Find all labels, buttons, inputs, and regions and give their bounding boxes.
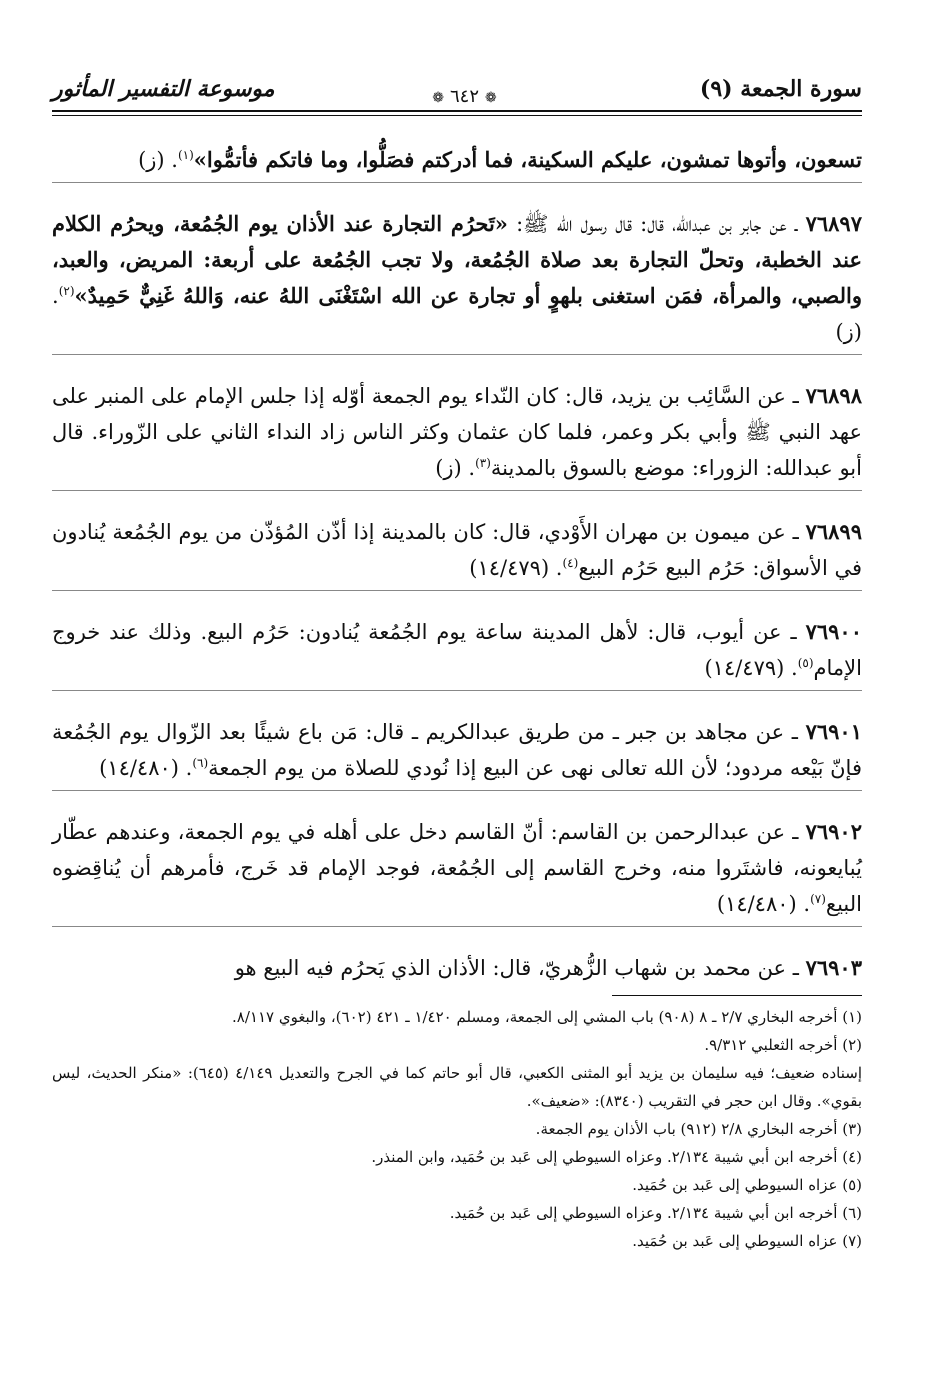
- page-number-box: [416, 86, 512, 107]
- hadith-intro: ـ عن ميمون بن مهران الأَوْدي، قال: كان بالمدينة إذا أذّن المُؤذّن من يوم الجُمُعة يُنادون في الأسواق: حَرُم البيع حَرُم البيع: [52, 520, 862, 580]
- ornament-icon: ❁: [485, 90, 497, 106]
- hadith-number: ٧٦٩٠٢: [805, 819, 862, 844]
- hadith-entry: [52, 948, 862, 990]
- hadith-source: . (١٤/٤٨٠): [99, 756, 193, 780]
- hadith-intro: ـ عن السَّائِب بن يزيد، قال: كان النّداء يوم الجمعة أوّله إذا جلس الإمام على المنبر على عهد النبي ﷺ وأبي بكر وعمر، فلما كان عثمان وكثر الناس زاد النداء الثاني على الزّوراء. قال أبو عبدالله: الزوراء: موضع بالسوق بالمدينة: [52, 384, 862, 480]
- hadith-number: ٧٦٩٠١: [805, 719, 862, 744]
- footnote-ref[interactable]: (٦): [192, 756, 209, 770]
- hadith-entry: [52, 812, 862, 927]
- hadith-intro: ـ عن محمد بن شهاب الزُّهريّ، قال: الأذان الذي يَحرُم فيه البيع هو: [234, 956, 806, 980]
- hadith-entry: [52, 712, 862, 791]
- main-text: [52, 140, 862, 992]
- hadith-source: . (ز): [52, 284, 862, 344]
- ornament-icon: ❁: [432, 90, 444, 106]
- footnote: (٥) عزاه السيوطي إلى عَبد بن حُمَيد.: [632, 1176, 862, 1194]
- hadith-entry: [52, 612, 862, 691]
- footnote-ref[interactable]: (١): [177, 148, 194, 162]
- footnote: إسناده ضعيف؛ فيه سليمان بن يزيد أبو المثنى الكعبي، قال أبو حاتم كما في الجرح والتعديل ٤/١٤٩ (٦٤٥): «منكر الحديث، ليس بقوي». وقال ابن حجر في التقريب (٨٣٤٠): «ضعيف».: [52, 1064, 863, 1110]
- footnote: (٢) أخرجه الثعلبي ٩/٣١٢.: [704, 1036, 862, 1054]
- footnote-ref[interactable]: (٥): [797, 656, 814, 670]
- hadith-source: . (ز): [138, 148, 178, 172]
- hadith-text: «تَحرُم التجارة عند الأذان يوم الجُمُعة، ويحرُم الكلام عند الخطبة، وتحلّ التجارة بعد صلاة الجُمُعة، ولا تجب الجُمُعة على أربعة: المريض، والعبد، والصبي، والمرأة، فمَن استغنى بلهوٍ أو تجارة عن الله اسْتَغْنَى اللهُ عنه، وَاللهُ غَنِيٌّ حَمِيدٌ»: [52, 211, 862, 308]
- hadith-number: ٧٦٩٠٣: [805, 955, 862, 980]
- hadith-continuation: [52, 140, 862, 183]
- header-rule: [52, 110, 862, 112]
- hadith-number: ٧٦٨٩٨: [805, 383, 862, 408]
- hadith-intro: ـ عن أيوب، قال: لأهل المدينة ساعة يوم الجُمُعة يُنادون: حَرُم البيع. وذلك عند خروج الإمام: [52, 620, 862, 680]
- surah-title: سورة الجمعة (٩): [699, 76, 862, 102]
- hadith-entry: [52, 512, 862, 591]
- hadith-number: ٧٦٨٩٧: [805, 211, 862, 236]
- header-rule-thin: [52, 115, 862, 116]
- footnote-separator: [612, 995, 862, 996]
- hadith-intro: ـ عن عبدالرحمن بن القاسم: أنّ القاسم دخل على أهله في يوم الجمعة، وعندهم عطّار يُبايعونه، فاشتَروا منه، وخرج القاسم إلى الجُمُعة، فوجد الإمام قد خَرج، فأمرهم أن يُناقِضوه البيع: [52, 820, 862, 916]
- footnote-ref[interactable]: (٣): [475, 456, 491, 470]
- page-number: ٦٤٢: [449, 86, 480, 107]
- hadith-text: تسعون، وأتوها تمشون، عليكم السكينة، فما أدركتم فصَلُّوا، وما فاتكم فأتمُّوا»: [193, 147, 862, 172]
- footnote-ref[interactable]: (٢): [58, 284, 75, 298]
- footnote: (٤) أخرجه ابن أبي شيبة ٢/١٣٤. وعزاه السيوطي إلى عَبد بن حُمَيد، وابن المنذر.: [371, 1148, 862, 1166]
- footnote: (٧) عزاه السيوطي إلى عَبد بن حُمَيد.: [632, 1232, 862, 1250]
- hadith-number: ٧٦٨٩٩: [805, 519, 862, 544]
- footnote: (٦) أخرجه ابن أبي شيبة ٢/١٣٤. وعزاه السيوطي إلى عَبد بن حُمَيد.: [449, 1204, 862, 1222]
- footnote: (٣) أخرجه البخاري ٢/٨ (٩١٢) باب الأذان يوم الجمعة.: [535, 1120, 862, 1138]
- footnote-ref[interactable]: (٧): [810, 892, 826, 906]
- hadith-number: ٧٦٩٠٠: [805, 619, 862, 644]
- hadith-source: . (١٤/٤٨٠): [716, 892, 811, 916]
- hadith-entry: [52, 204, 862, 355]
- hadith-source: . (ز): [435, 456, 476, 480]
- hadith-source: . (١٤/٤٧٩): [469, 556, 563, 580]
- footnote: (١) أخرجه البخاري ٢/٧ ـ ٨ (٩٠٨) باب المشي إلى الجمعة، ومسلم ١/٤٢٠ ـ ٤٢١ (٦٠٢)، والبغوي ٨/١١٧.: [232, 1008, 862, 1026]
- hadith-entry: [52, 376, 862, 491]
- hadith-intro: ـ عن مجاهد بن جبر ـ من طريق عبدالكريم ـ قال: مَن باع شيئًا بعد الزّوال يوم الجُمُعة فإنّ بَيْعه مردود؛ لأن الله تعالى نهى عن البيع إذا نُودي للصلاة من يوم الجمعة: [52, 720, 862, 780]
- hadith-source: . (١٤/٤٧٩): [704, 656, 798, 680]
- footnotes: [52, 1003, 862, 1255]
- book-title: موسوعة التفسير المأثور: [52, 76, 275, 102]
- hadith-intro: ـ عن جابر بن عبدالله، قال: قال رسول الله ﷺ:: [507, 212, 806, 236]
- footnote-ref[interactable]: (٤): [562, 556, 579, 570]
